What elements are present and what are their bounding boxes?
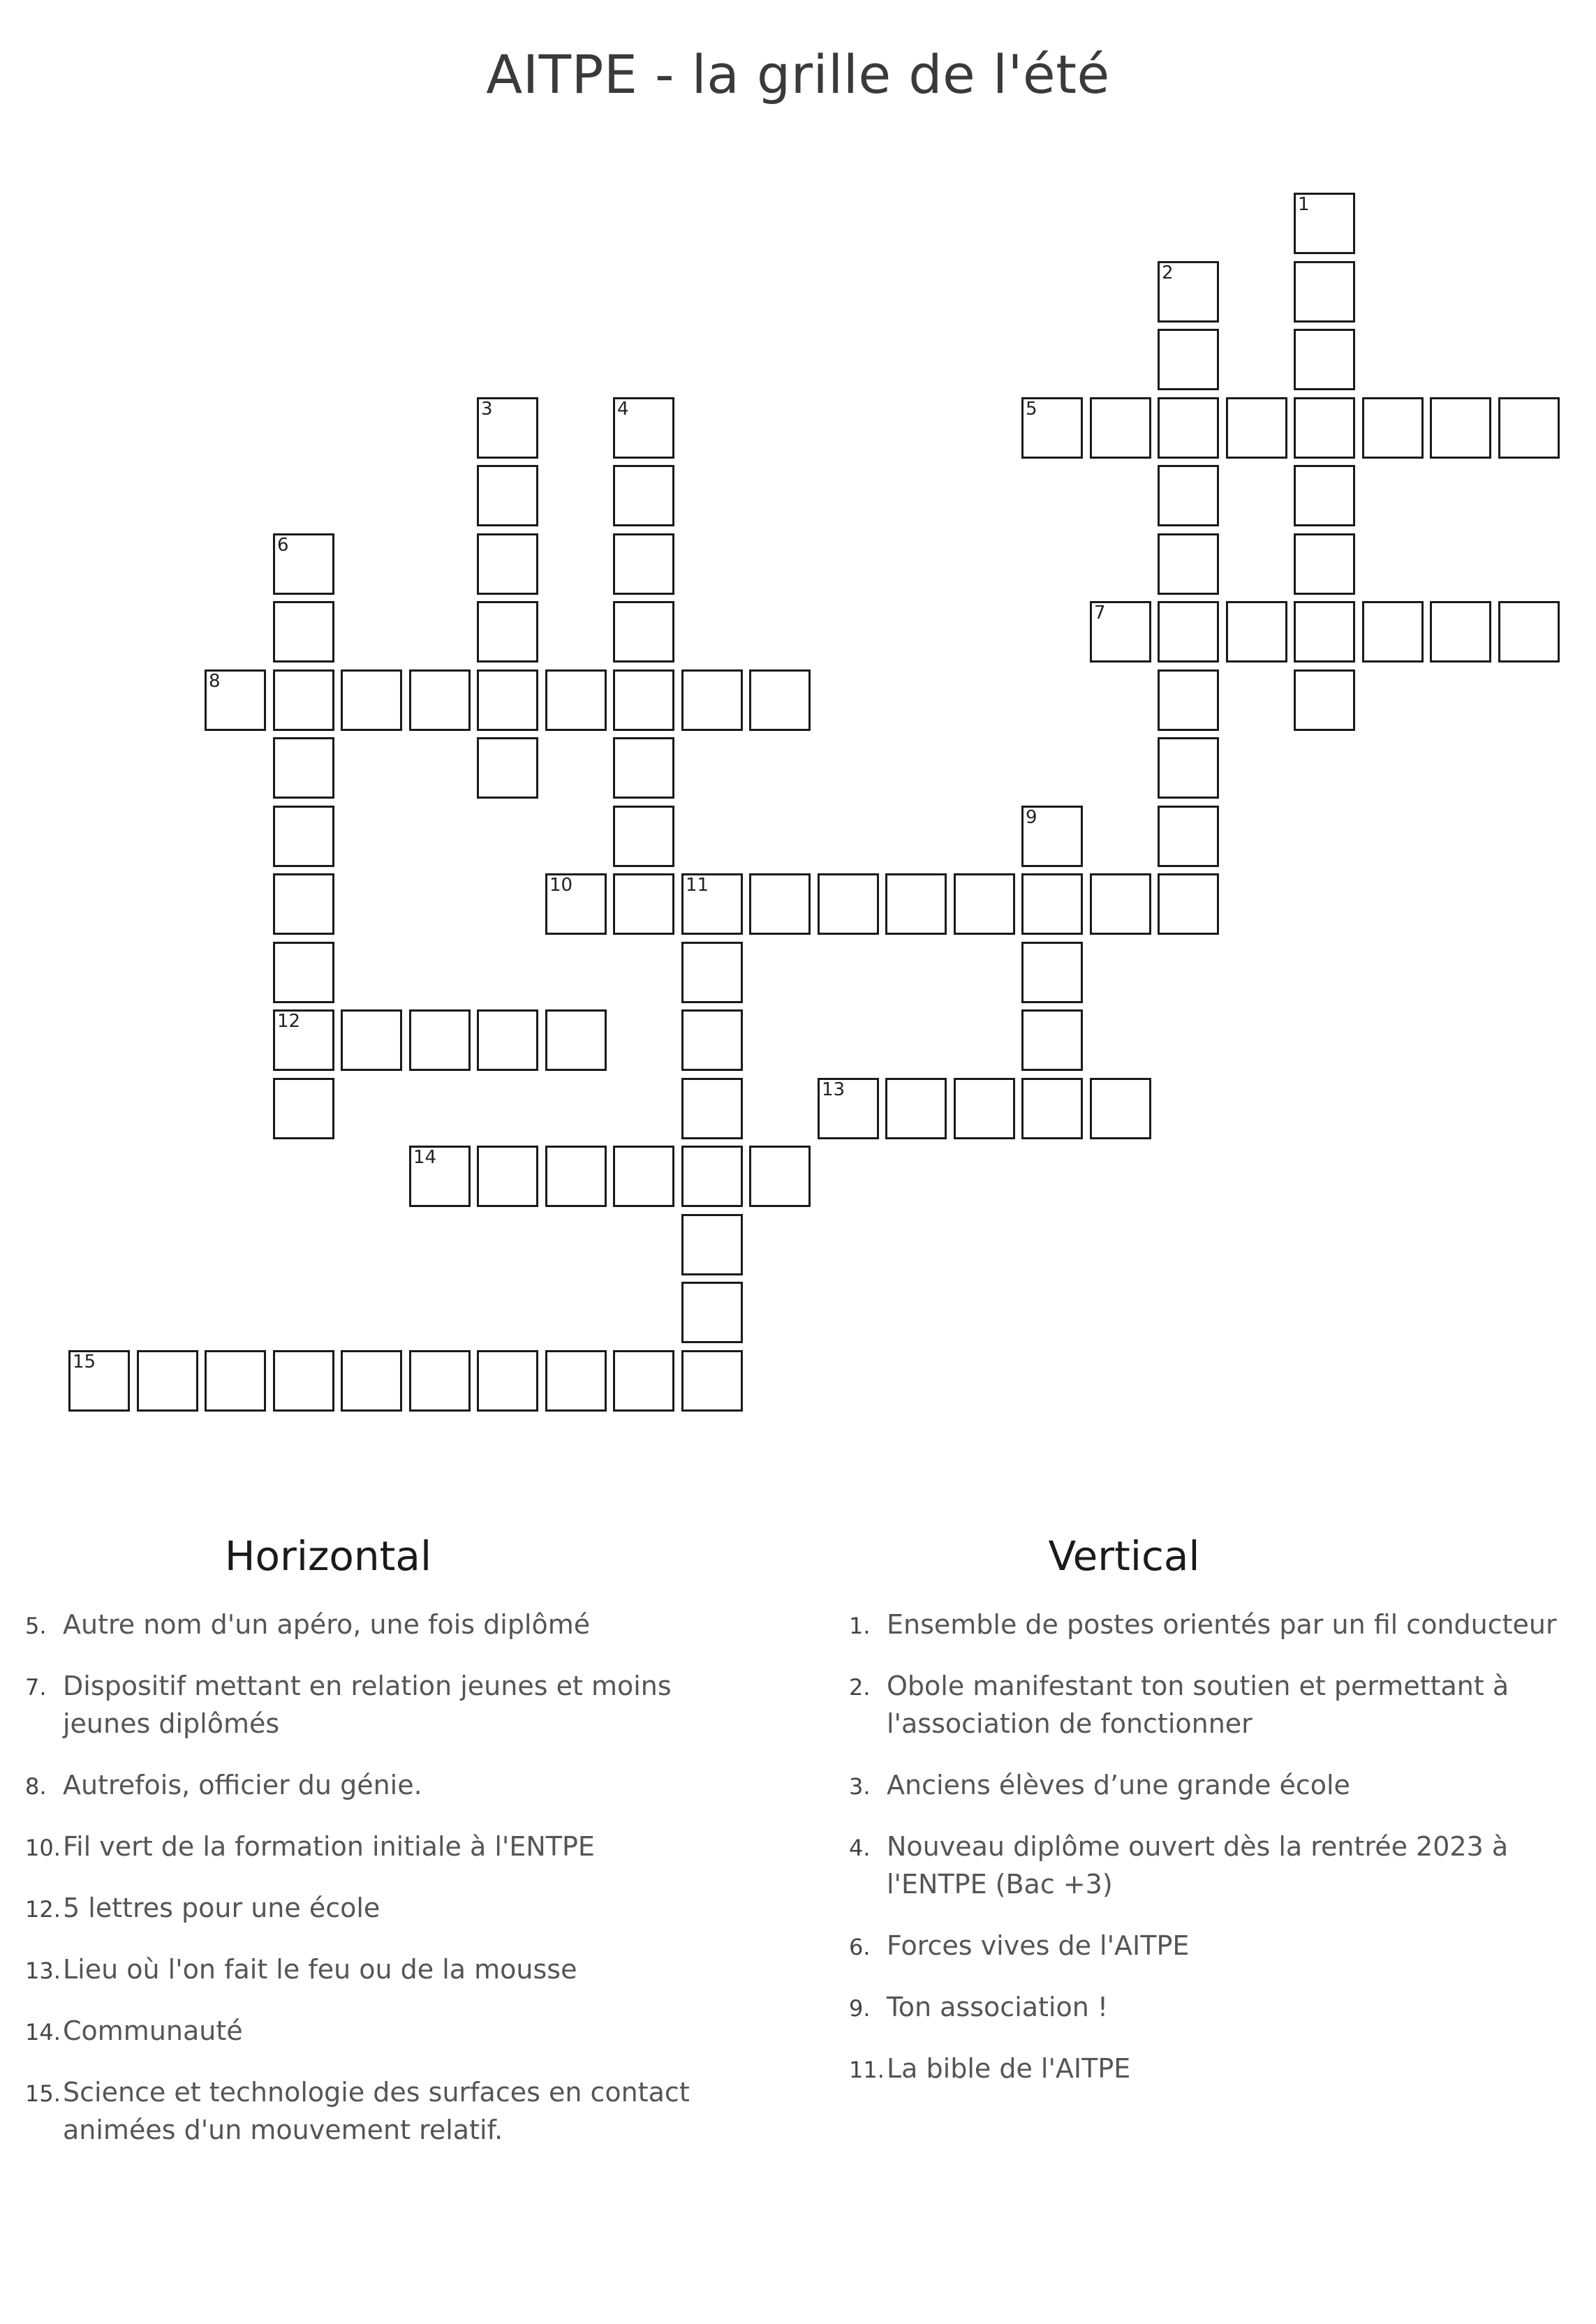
grid-cell[interactable]: [409, 1009, 471, 1071]
cell-number: 10: [549, 875, 573, 896]
grid-cell[interactable]: [681, 1282, 743, 1343]
clue-down-3: [824, 1766, 1585, 1804]
grid-cell[interactable]: [613, 1350, 674, 1412]
clue-text: Anciens élèves d’une grande école: [887, 1770, 1350, 1800]
across-heading: Horizontal: [224, 1532, 432, 1580]
clue-number: 5.: [25, 1613, 47, 1639]
grid-cell[interactable]: [545, 873, 607, 935]
grid-cell[interactable]: [613, 1146, 674, 1207]
clue-number: 7.: [25, 1674, 47, 1701]
clue-number: 11.: [849, 2057, 885, 2083]
grid-cell[interactable]: [477, 737, 538, 799]
clue-across-5: [0, 1606, 740, 1643]
grid-cell[interactable]: [545, 669, 607, 731]
grid-cell[interactable]: [1294, 601, 1355, 663]
grid-cell[interactable]: [273, 737, 334, 799]
grid-cell[interactable]: [1294, 329, 1355, 390]
across-clue-list: [0, 1606, 740, 2173]
grid-cell[interactable]: [545, 1009, 607, 1071]
grid-cell[interactable]: [273, 806, 334, 867]
grid-cell[interactable]: [954, 1078, 1015, 1139]
grid-cell[interactable]: [68, 1350, 130, 1412]
clue-across-15: [0, 2073, 740, 2149]
clue-number: 4.: [849, 1835, 871, 1861]
grid-cell[interactable]: [681, 1214, 743, 1275]
grid-cell[interactable]: [885, 1078, 947, 1139]
clue-number: 9.: [849, 1995, 871, 2022]
cell-number: 4: [617, 399, 629, 420]
cell-number: 15: [73, 1352, 96, 1372]
clue-text: Dispositif mettant en relation jeunes et moins jeunes diplômés: [63, 1671, 672, 1739]
grid-cell[interactable]: [273, 1009, 334, 1071]
clue-text: 5 lettres pour une école: [63, 1893, 380, 1923]
clue-number: 14.: [25, 2019, 61, 2045]
grid-cell[interactable]: [341, 1009, 402, 1071]
grid-cell[interactable]: [477, 601, 538, 663]
page-title: AITPE - la grille de l'été: [486, 43, 1110, 105]
cell-number: 8: [209, 671, 221, 692]
clue-number: 12.: [25, 1896, 61, 1923]
cell-number: 13: [822, 1079, 845, 1100]
grid-cell[interactable]: [1430, 397, 1491, 459]
grid-cell[interactable]: [477, 669, 538, 731]
grid-cell[interactable]: [1090, 873, 1151, 935]
grid-cell[interactable]: [545, 1350, 607, 1412]
grid-cell[interactable]: [1362, 601, 1424, 663]
clue-text: Forces vives de l'AITPE: [887, 1930, 1190, 1961]
grid-cell[interactable]: [681, 1350, 743, 1412]
cell-number: 1: [1298, 194, 1310, 215]
clue-down-2: [824, 1667, 1585, 1742]
grid-cell[interactable]: [409, 1350, 471, 1412]
grid-cell[interactable]: [613, 465, 674, 526]
grid-cell[interactable]: [341, 669, 402, 731]
grid-cell[interactable]: [1021, 1009, 1083, 1071]
grid-cell[interactable]: [1158, 737, 1219, 799]
clue-text: Autre nom d'un apéro, une fois diplômé: [63, 1609, 591, 1640]
grid-cell[interactable]: [1158, 669, 1219, 731]
clue-number: 2.: [849, 1674, 871, 1701]
grid-cell[interactable]: [1294, 465, 1355, 526]
grid-cell[interactable]: [477, 465, 538, 526]
grid-cell[interactable]: [818, 1078, 879, 1139]
grid-cell[interactable]: [749, 873, 811, 935]
grid-cell[interactable]: [749, 1146, 811, 1207]
cell-number: 9: [1026, 807, 1037, 828]
grid-cell[interactable]: [613, 669, 674, 731]
grid-cell[interactable]: [613, 533, 674, 595]
cell-number: 2: [1162, 262, 1174, 283]
grid-cell[interactable]: [681, 873, 743, 935]
clue-text: Lieu où l'on fait le feu ou de la mousse: [63, 1954, 577, 1985]
grid-cell[interactable]: [1226, 601, 1287, 663]
grid-cell[interactable]: [1430, 601, 1491, 663]
grid-cell[interactable]: [1090, 397, 1151, 459]
grid-cell[interactable]: [1158, 533, 1219, 595]
clue-across-7: [0, 1667, 740, 1742]
grid-cell[interactable]: [273, 873, 334, 935]
grid-cell[interactable]: [273, 533, 334, 595]
grid-cell[interactable]: [1226, 397, 1287, 459]
grid-cell[interactable]: [681, 1078, 743, 1139]
grid-cell[interactable]: [885, 873, 947, 935]
grid-cell[interactable]: [477, 1146, 538, 1207]
grid-cell[interactable]: [1158, 329, 1219, 390]
grid-cell[interactable]: [273, 669, 334, 731]
grid-cell[interactable]: [1021, 806, 1083, 867]
grid-cell[interactable]: [1294, 193, 1355, 254]
grid-cell[interactable]: [273, 601, 334, 663]
grid-cell[interactable]: [477, 397, 538, 459]
cell-number: 6: [277, 535, 289, 556]
grid-cell[interactable]: [1021, 873, 1083, 935]
clue-across-8: [0, 1766, 740, 1804]
clue-number: 3.: [849, 1773, 871, 1800]
grid-cell[interactable]: [613, 397, 674, 459]
grid-cell[interactable]: [205, 669, 266, 731]
grid-cell[interactable]: [681, 942, 743, 1003]
clue-number: 8.: [25, 1773, 47, 1800]
clue-down-4: [824, 1828, 1585, 1903]
cell-number: 3: [481, 399, 493, 420]
grid-cell[interactable]: [613, 737, 674, 799]
grid-cell[interactable]: [341, 1350, 402, 1412]
grid-cell[interactable]: [1158, 873, 1219, 935]
grid-cell[interactable]: [1021, 397, 1083, 459]
grid-cell[interactable]: [477, 1350, 538, 1412]
grid-cell[interactable]: [273, 942, 334, 1003]
grid-cell[interactable]: [613, 873, 674, 935]
down-heading: Vertical: [1048, 1532, 1200, 1580]
clue-down-6: [824, 1927, 1585, 1964]
grid-cell[interactable]: [681, 669, 743, 731]
grid-cell[interactable]: [1158, 806, 1219, 867]
grid-cell[interactable]: [1158, 397, 1219, 459]
grid-cell[interactable]: [1498, 397, 1560, 459]
cell-number: 11: [686, 875, 709, 896]
grid-cell[interactable]: [409, 1146, 471, 1207]
clue-text: Ensemble de postes orientés par un fil conducteur: [887, 1609, 1557, 1640]
cell-number: 14: [413, 1147, 437, 1168]
clue-number: 10.: [25, 1835, 61, 1861]
clue-text: Obole manifestant ton soutien et permettant à l'association de fonctionner: [887, 1671, 1509, 1739]
clue-number: 1.: [849, 1613, 871, 1639]
clue-text: Communauté: [63, 2015, 243, 2046]
grid-cell[interactable]: [1158, 261, 1219, 323]
clue-down-11: [824, 2050, 1585, 2087]
clue-across-12: [0, 1889, 740, 1927]
cell-number: 7: [1094, 602, 1106, 623]
clue-number: 13.: [25, 1957, 61, 1984]
grid-cell[interactable]: [749, 669, 811, 731]
grid-cell[interactable]: [409, 669, 471, 731]
clue-across-10: [0, 1828, 740, 1865]
grid-cell[interactable]: [681, 1146, 743, 1207]
grid-cell[interactable]: [1294, 669, 1355, 731]
grid-cell[interactable]: [477, 533, 538, 595]
grid-cell[interactable]: [613, 601, 674, 663]
grid-cell[interactable]: [1021, 942, 1083, 1003]
cell-number: 5: [1026, 399, 1037, 420]
grid-cell[interactable]: [613, 806, 674, 867]
cell-number: 12: [277, 1011, 301, 1032]
clue-text: Fil vert de la formation initiale à l'ENTPE: [63, 1831, 595, 1862]
grid-cell[interactable]: [1294, 533, 1355, 595]
down-clue-list: [824, 1606, 1585, 2111]
grid-cell[interactable]: [1158, 601, 1219, 663]
grid-cell[interactable]: [1158, 465, 1219, 526]
grid-cell[interactable]: [137, 1350, 198, 1412]
clue-across-13: [0, 1951, 740, 1988]
clue-across-14: [0, 2012, 740, 2050]
grid-cell[interactable]: [1294, 261, 1355, 323]
grid-cell[interactable]: [1090, 1078, 1151, 1139]
grid-cell[interactable]: [1021, 1078, 1083, 1139]
grid-cell[interactable]: [681, 1009, 743, 1071]
grid-cell[interactable]: [545, 1146, 607, 1207]
clue-number: 6.: [849, 1934, 871, 1960]
clue-down-1: [824, 1606, 1585, 1643]
grid-cell[interactable]: [273, 1078, 334, 1139]
clue-text: La bible de l'AITPE: [887, 2053, 1131, 2084]
grid-cell[interactable]: [954, 873, 1015, 935]
clue-number: 15.: [25, 2080, 61, 2107]
clue-text: Science et technologie des surfaces en contact animées d'un mouvement relatif.: [63, 2077, 690, 2145]
clue-down-9: [824, 1988, 1585, 2026]
clue-text: Autrefois, officier du génie.: [63, 1770, 422, 1800]
clue-text: Ton association !: [887, 1992, 1109, 2022]
grid-cell[interactable]: [1090, 601, 1151, 663]
grid-cell[interactable]: [1498, 601, 1560, 663]
clue-text: Nouveau diplôme ouvert dès la rentrée 2023 à l'ENTPE (Bac +3): [887, 1831, 1509, 1900]
grid-cell[interactable]: [818, 873, 879, 935]
grid-cell[interactable]: [1294, 397, 1355, 459]
grid-cell[interactable]: [477, 1009, 538, 1071]
grid-cell[interactable]: [205, 1350, 266, 1412]
grid-cell[interactable]: [1362, 397, 1424, 459]
grid-cell[interactable]: [273, 1350, 334, 1412]
